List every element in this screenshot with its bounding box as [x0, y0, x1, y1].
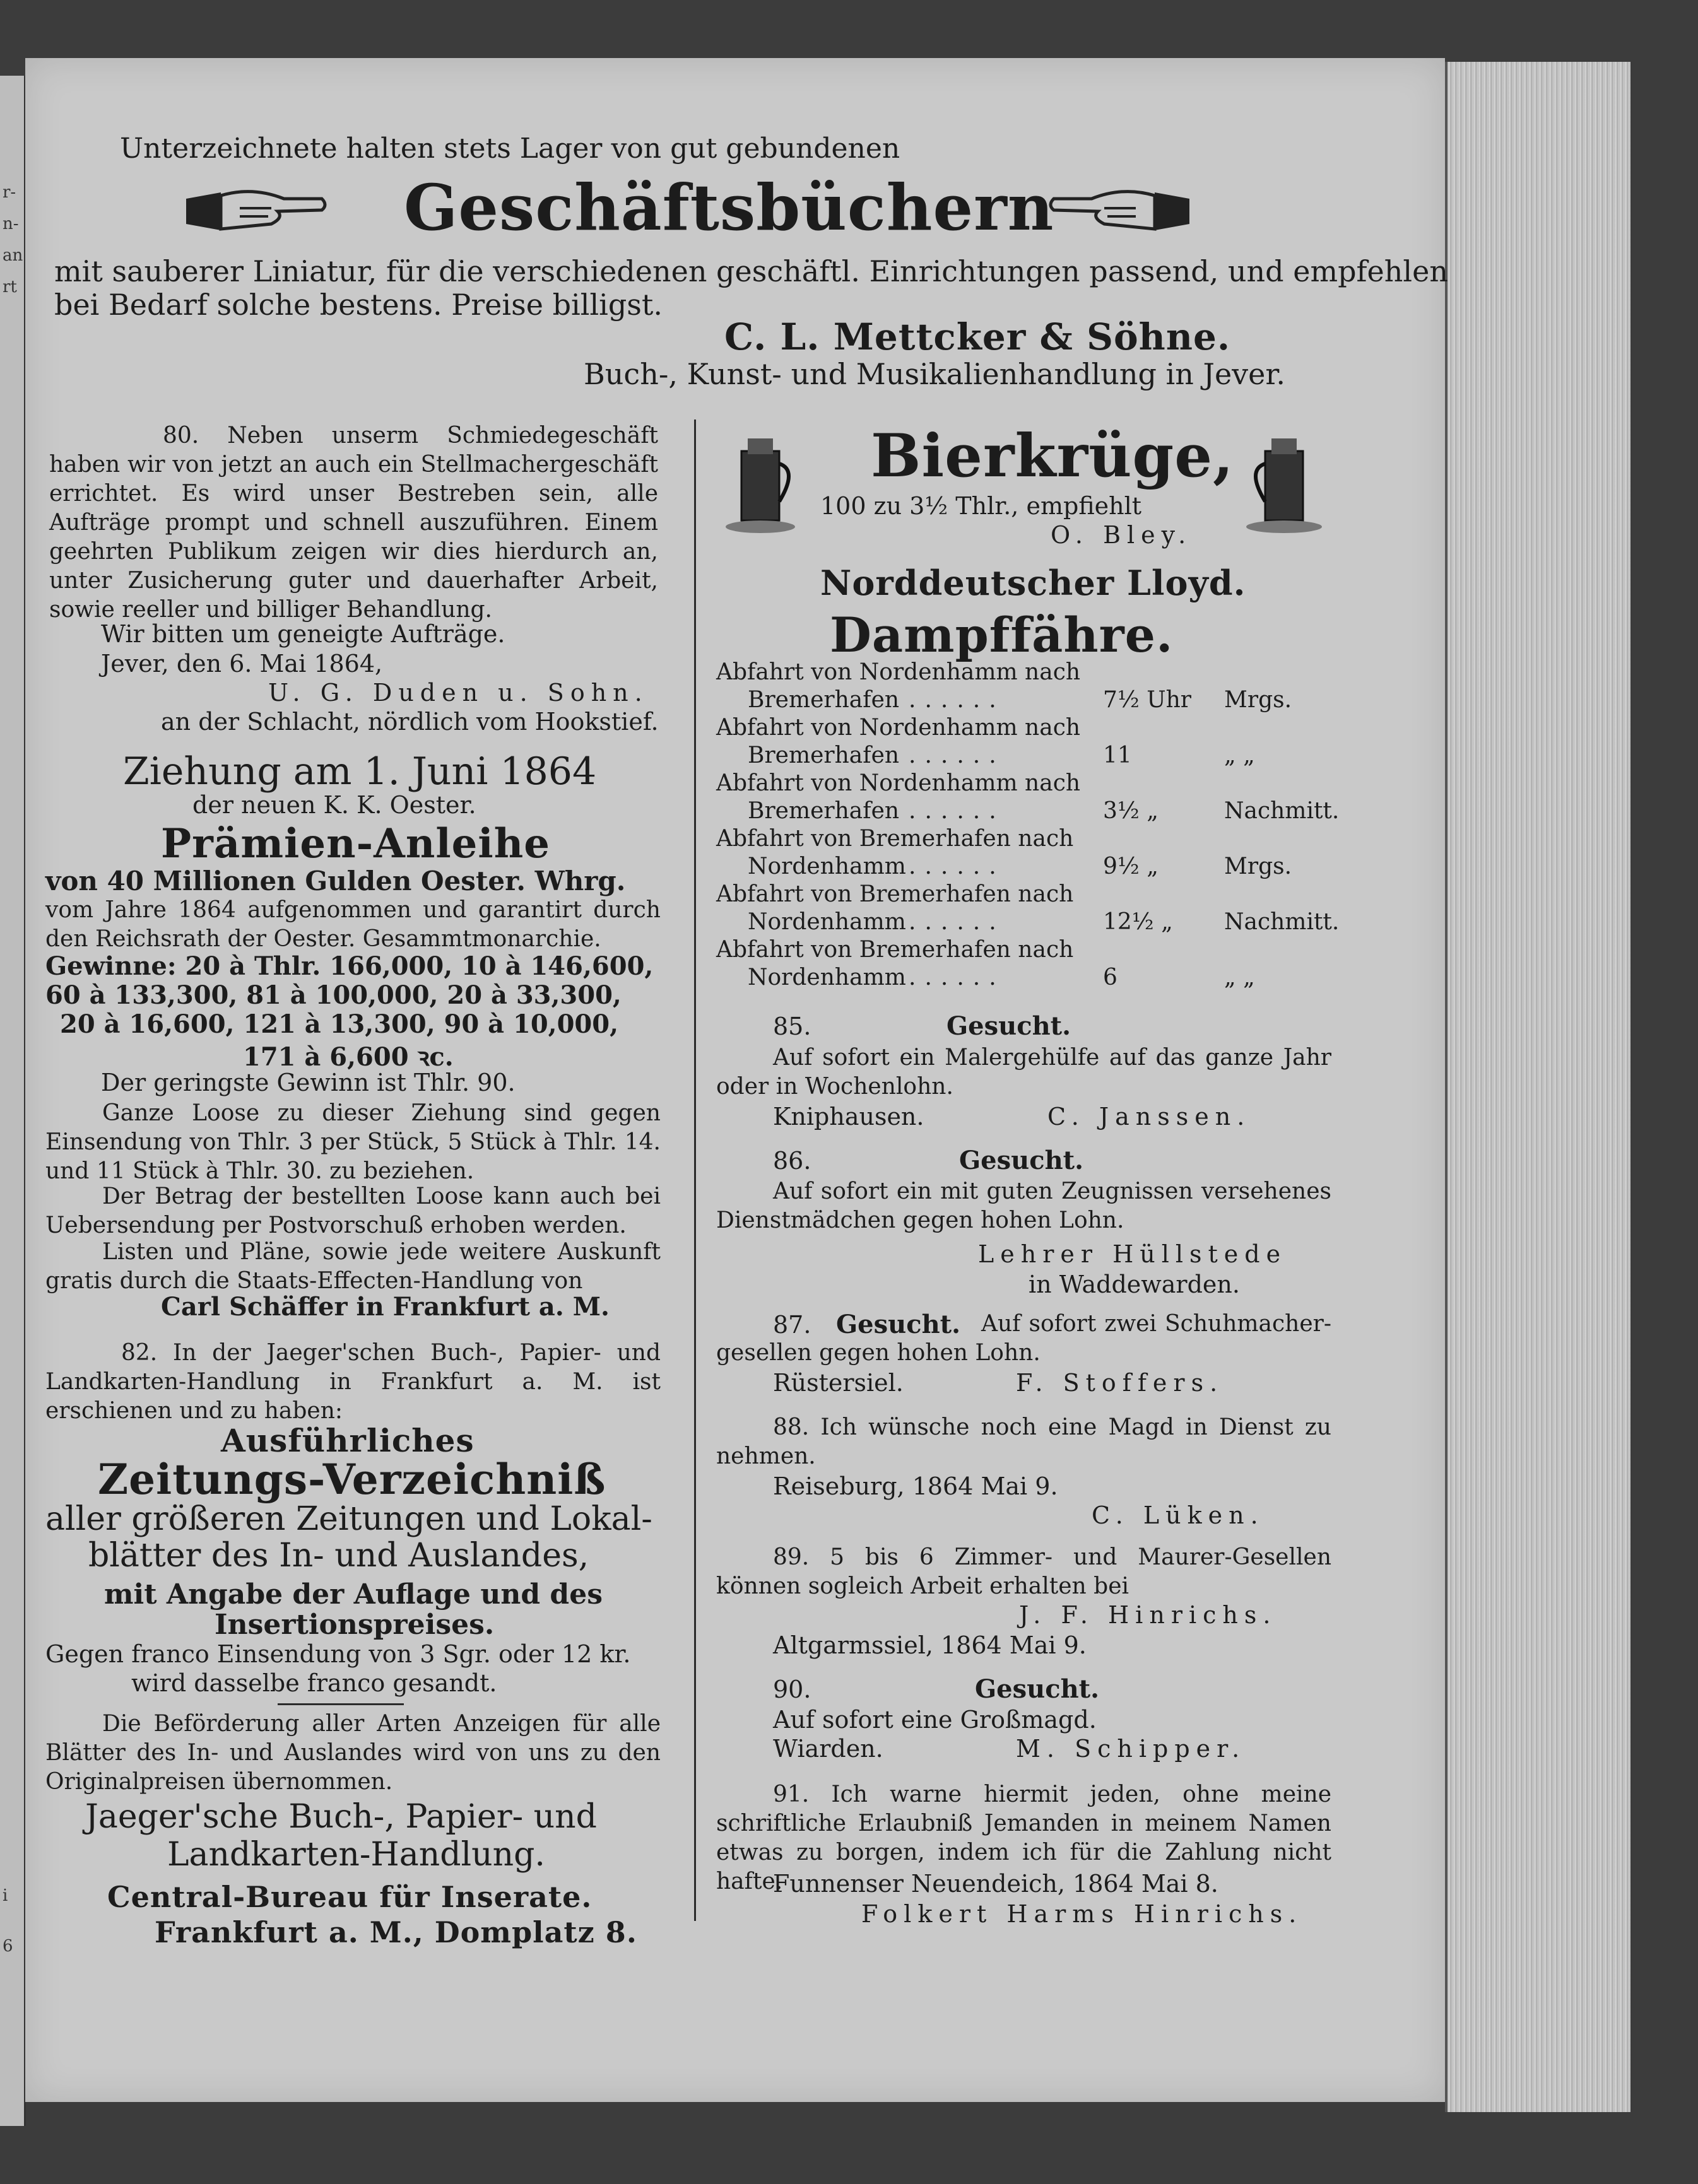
ad-82-line-8: wird dasselbe franco gesandt. — [131, 1669, 497, 1697]
pointing-hand-icon — [183, 180, 328, 240]
ferry-time-note: „ „ — [1224, 743, 1255, 768]
lottery-text-1: Ganze Loose zu dieser Ziehung sind gegen Einsendung von Thlr. 3 per Stück, 5 Stück à Thlr. 14. und 11 Stück à Thlr. 30. zu beziehen. — [45, 1100, 661, 1184]
lottery-signature: Carl Schäffer in Frankfurt a. M. — [161, 1292, 610, 1322]
ad-86-heading: Gesucht. — [959, 1146, 1084, 1175]
ferry-destination: Nordenhamm — [748, 854, 906, 879]
ad-82-line-3: aller größeren Zeitungen und Lokal- — [45, 1500, 652, 1538]
pointing-hand-icon — [1019, 180, 1193, 240]
lottery-wins-2: 60 à 133,300, 81 à 100,000, 20 à 33,300, — [45, 980, 622, 1010]
ad-80-line: Wir bitten um geneigte Aufträge. — [101, 620, 505, 648]
ferry-time: 11 — [1103, 743, 1132, 768]
ad-82-firm-2: Landkarten-Handlung. — [167, 1836, 545, 1874]
ad-87-heading: Gesucht. — [836, 1310, 961, 1339]
ad-87-text: Auf sofort zwei Schuhmacher-gesellen gegen hohen Lohn. — [716, 1311, 1331, 1366]
ferry-destination: Bremerhafen — [748, 743, 900, 768]
ad-91-date: Funnenser Neuendeich, 1864 Mai 8. — [773, 1870, 1218, 1898]
header-title: Geschäftsbüchern — [404, 170, 1054, 245]
ferry-route: Abfahrt von Nordenhamm nach — [716, 715, 1081, 741]
ad-90-text: Auf sofort eine Großmagd. — [773, 1706, 1097, 1734]
ad-89-signature: J. F. Hinrichs. — [1019, 1601, 1277, 1629]
ad-82-line-5: mit Angabe der Auflage und des — [104, 1578, 603, 1611]
firm-name: C. L. Mettcker & Söhne. — [724, 315, 1231, 358]
ad-82-firm-4: Frankfurt a. M., Domplatz 8. — [155, 1915, 637, 1949]
ferry-destination: Bremerhafen — [748, 687, 900, 713]
ferry-route: Abfahrt von Bremerhafen nach — [716, 937, 1074, 963]
ferry-time-note: „ „ — [1224, 965, 1255, 990]
ad-86-number: 86. — [773, 1147, 811, 1175]
ferry-route: Abfahrt von Nordenhamm nach — [716, 659, 1081, 685]
header-line-2: mit sauberer Liniatur, für die verschiedenen geschäftl. Einrichtungen passend, und empfehlen — [54, 254, 1448, 288]
ad-80-signature: U. G. Duden u. Sohn. — [268, 679, 649, 707]
bier-title: Bierkrüge, — [871, 421, 1234, 491]
lloyd-subtitle: Dampffähre. — [830, 607, 1174, 663]
ferry-destination: Bremerhafen — [748, 798, 900, 824]
lottery-title: Ziehung am 1. Juni 1864 — [123, 749, 597, 794]
beer-mug-icon — [1240, 426, 1335, 536]
ferry-time: 9½ „ — [1103, 854, 1159, 879]
ad-90-place: Wiarden. — [773, 1735, 883, 1763]
dot-leader: ...... — [909, 798, 1005, 824]
ad-87-place: Rüstersiel. — [773, 1369, 904, 1397]
lottery-minimum: Der geringste Gewinn ist Thlr. 90. — [101, 1069, 516, 1096]
lottery-wins-1: Gewinne: 20 à Thlr. 166,000, 10 à 146,600, — [45, 951, 654, 981]
dot-leader: ...... — [909, 687, 1005, 713]
ad-89-date: Altgarmssiel, 1864 Mai 9. — [773, 1631, 1087, 1659]
header-line-1: Unterzeichnete halten stets Lager von gut gebundenen — [120, 132, 900, 165]
dot-leader: ...... — [909, 743, 1005, 768]
book-page-stack — [1445, 62, 1630, 2112]
dot-leader: ...... — [909, 965, 1005, 990]
lottery-wins-3: 20 à 16,600, 121 à 13,300, 90 à 10,000, — [60, 1009, 619, 1039]
margin-fragment: rt — [3, 278, 17, 296]
ad-82-firm-1: Jaeger'sche Buch-, Papier- und — [85, 1798, 597, 1836]
ad-85-place: Kniphausen. — [773, 1103, 924, 1130]
lottery-description: vom Jahre 1864 aufgenommen und garantirt durch den Reichsrath der Oester. Gesammtmonarchie. — [45, 897, 661, 952]
lottery-amount: von 40 Millionen Gulden Oester. Whrg. — [45, 866, 626, 896]
margin-fragment: an — [3, 246, 23, 265]
ad-86-text: Auf sofort ein mit guten Zeugnissen versehenes Dienstmädchen gegen hohen Lohn. — [716, 1178, 1331, 1233]
ferry-time-note: Nachmitt. — [1224, 798, 1340, 824]
ad-80-address: an der Schlacht, nördlich vom Hookstief. — [161, 708, 659, 736]
ad-82-note: Die Beförderung aller Arten Anzeigen für alle Blätter des In- und Auslandes wird von uns zu den Originalpreisen übernommen. — [45, 1711, 661, 1795]
ferry-time: 3½ „ — [1103, 798, 1159, 824]
ad-91-text: 91. Ich warne hiermit jeden, ohne meine schriftliche Erlaubniß Jemanden in meinem Namen etwas zu borgen, indem ich für die Zahlung nicht hafte. — [716, 1782, 1331, 1894]
ad-88-signature: C. Lüken. — [1092, 1501, 1265, 1529]
ad-87-number: 87. — [773, 1311, 811, 1339]
ad-86-signature-2: in Waddewarden. — [1029, 1271, 1240, 1298]
ferry-destination: Nordenhamm — [748, 909, 906, 935]
lloyd-title: Norddeutscher Lloyd. — [820, 563, 1246, 603]
margin-fragment: i — [3, 1886, 8, 1905]
ad-85-text: Auf sofort ein Malergehülfe auf das ganze Jahr oder in Wochenlohn. — [716, 1045, 1331, 1100]
margin-fragment: r- — [3, 183, 16, 202]
lottery-subtitle: der neuen K. K. Oester. — [192, 791, 476, 819]
ferry-route: Abfahrt von Bremerhafen nach — [716, 881, 1074, 907]
ad-82-firm-3: Central-Bureau für Inserate. — [107, 1880, 593, 1914]
ad-82-title-1: Ausführliches — [221, 1422, 475, 1459]
ferry-time-note: Mrgs. — [1224, 854, 1292, 879]
ad-85-heading: Gesucht. — [946, 1011, 1071, 1041]
lottery-text-2: Der Betrag der bestellten Loose kann auch bei Uebersendung per Postvorschuß erhoben werden. — [45, 1183, 661, 1238]
bier-signature: O. Bley. — [1051, 521, 1193, 549]
column-divider — [694, 420, 696, 1921]
ad-90-heading: Gesucht. — [975, 1674, 1100, 1704]
adjacent-page-edge — [0, 76, 26, 2126]
ad-90-number: 90. — [773, 1676, 811, 1703]
ad-90-signature: M. Schipper. — [1016, 1735, 1246, 1763]
ferry-route: Abfahrt von Nordenhamm nach — [716, 770, 1081, 796]
bier-price: 100 zu 3½ Thlr., empfiehlt — [820, 492, 1142, 520]
ad-80-text: 80. Neben unserm Schmiedegeschäft haben wir von jetzt an auch ein Stellmachergeschäft errichtet. Es wird unser Bestreben sein, alle Aufträge prompt und schnell auszuführen. Einem geehrten Publikum zeigen wir dies hierdurch an, unter Zusicherung guter und dauerhafter Arbeit, sowie reeller und billiger Behandlung. — [49, 423, 658, 623]
beer-mug-icon — [722, 426, 805, 536]
ad-85-signature: C. Janssen. — [1047, 1103, 1251, 1130]
ad-80-date: Jever, den 6. Mai 1864, — [101, 650, 383, 678]
ferry-destination: Nordenhamm — [748, 965, 906, 990]
ferry-time: 12½ „ — [1103, 909, 1173, 935]
firm-subtitle: Buch-, Kunst- und Musikalienhandlung in Jever. — [584, 357, 1285, 391]
ad-82-text: 82. In der Jaeger'schen Buch-, Papier- und Landkarten-Handlung in Frankfurt a. M. ist erschienen und zu haben: — [45, 1340, 661, 1424]
dot-leader: ...... — [909, 909, 1005, 935]
ferry-time: 6 — [1103, 965, 1117, 990]
ferry-time-note: Nachmitt. — [1224, 909, 1340, 935]
ad-87-signature: F. Stoffers. — [1016, 1369, 1224, 1397]
margin-fragment: n- — [3, 214, 19, 233]
ad-91-signature: Folkert Harms Hinrichs. — [861, 1900, 1303, 1928]
ferry-time: 7½ Uhr — [1103, 687, 1191, 713]
ad-88-text: 88. Ich wünsche noch eine Magd in Dienst zu nehmen. — [716, 1414, 1331, 1469]
dot-leader: ...... — [909, 854, 1005, 879]
ad-82-title-2: Zeitungs-Verzeichniß — [98, 1455, 606, 1504]
ad-86-signature: Lehrer Hüllstede — [978, 1240, 1287, 1268]
ad-85-number: 85. — [773, 1013, 811, 1040]
lottery-text-3: Listen und Pläne, sowie jede weitere Auskunft gratis durch die Staats-Effecten-Handlung von — [45, 1239, 661, 1294]
ad-82-line-7: Gegen franco Einsendung von 3 Sgr. oder 12 kr. — [45, 1640, 631, 1668]
margin-fragment: 6 — [3, 1937, 13, 1956]
lottery-name: Prämien-Anleihe — [161, 820, 550, 867]
ad-89-text: 89. 5 bis 6 Zimmer- und Maurer-Gesellen können sogleich Arbeit erhalten bei — [716, 1544, 1331, 1599]
ad-88-date: Reiseburg, 1864 Mai 9. — [773, 1472, 1058, 1500]
separator-rule — [278, 1703, 404, 1705]
ad-82-line-4: blätter des In- und Auslandes, — [88, 1537, 589, 1575]
lottery-wins-4: 171 à 6,600 ꝛc. — [243, 1042, 454, 1072]
ferry-time-note: Mrgs. — [1224, 687, 1292, 713]
ferry-route: Abfahrt von Bremerhafen nach — [716, 826, 1074, 852]
header-line-3: bei Bedarf solche bestens. Preise billigst. — [54, 288, 663, 322]
ad-82-line-6: Insertionspreises. — [215, 1609, 495, 1641]
